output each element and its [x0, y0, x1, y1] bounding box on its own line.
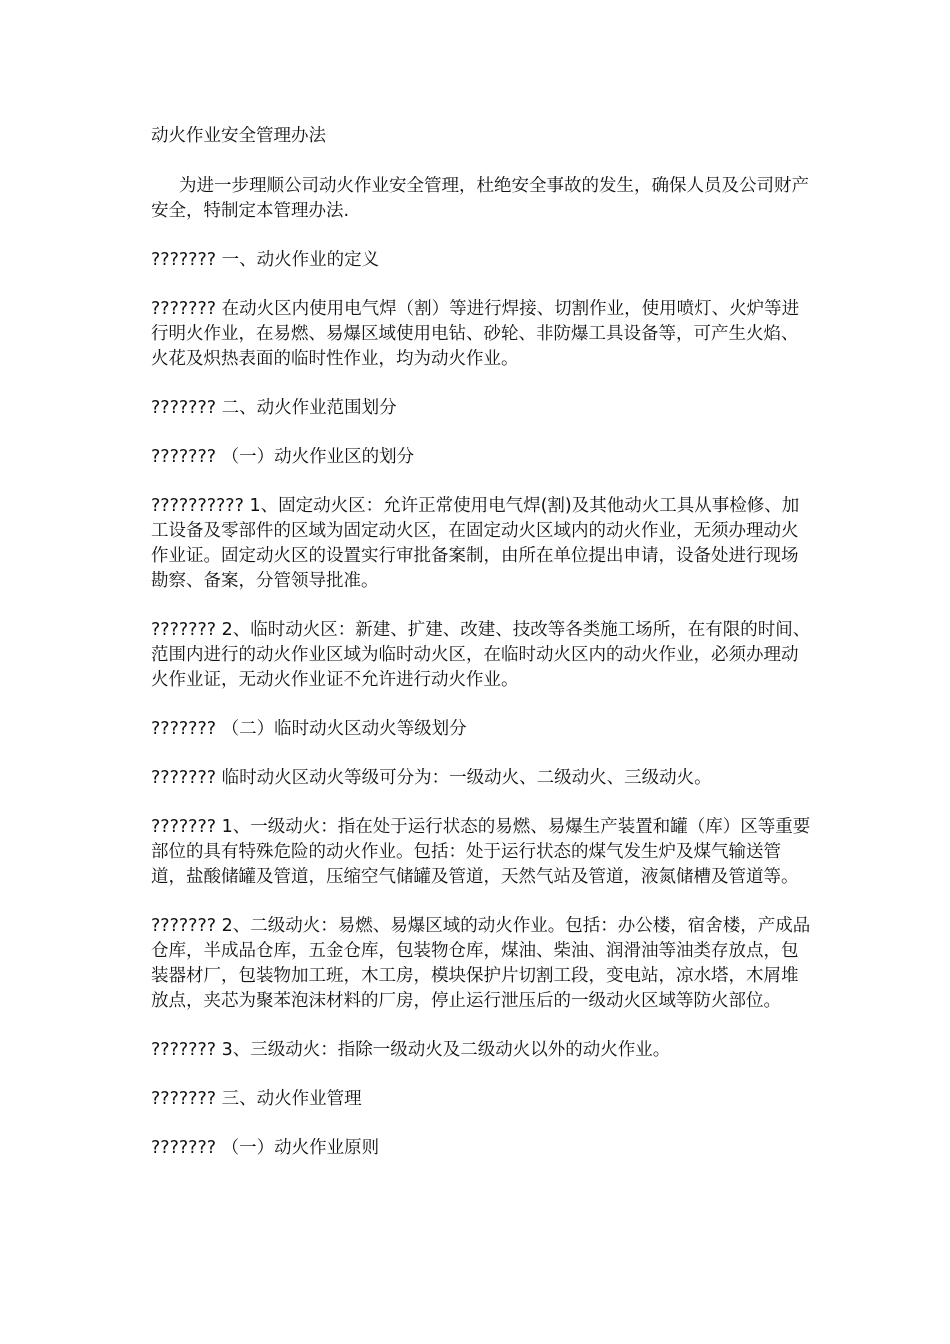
paragraph-definition: ??????? 在动火区内使用电气焊（割）等进行焊接、切割作业，使用喷灯、火炉等进行明火作业，在易燃、易爆区域使用电钻、砂轮、非防爆工具设备等，可产生火焰、火花及炽热表面的临时性作业，均为动火作业。	[151, 299, 800, 369]
paragraph-level-two: ??????? 2、二级动火：易燃、易爆区域的动火作业。包括：办公楼，宿舍楼，产成品仓库，半成品仓库，五金仓库，包装物仓库，煤油、柴油、润滑油等油类存放点，包装器材厂，包装物加工班，木工房，模块保护片切割工段，变电站，凉水塔，木屑堆放点，夹芯为聚苯泡沫材料的厂房，停止运行泄压后的一级动火区域等防火部位。	[151, 916, 811, 1011]
subheading-level-division: ??????? （二）临时动火区动火等级划分	[151, 719, 467, 739]
subheading-zone-division: ??????? （一）动火作业区的划分	[151, 447, 415, 467]
document-title: 动火作业安全管理办法	[151, 126, 326, 146]
section-heading-scope: ??????? 二、动火作业范围划分	[151, 398, 397, 418]
section-heading-definition: ??????? 一、动火作业的定义	[151, 250, 380, 270]
intro-paragraph: 为进一步理顺公司动火作业安全管理，杜绝安全事故的发生，确保人员及公司财产安全，特制定本管理办法.	[151, 176, 809, 221]
section-heading-management: ??????? 三、动火作业管理	[151, 1089, 362, 1109]
paragraph-level-three: ??????? 3、三级动火：指除一级动火及二级动火以外的动火作业。	[151, 1040, 671, 1060]
paragraph-fixed-zone: ?????????? 1、固定动火区：允许正常使用电气焊(割)及其他动火工具从事检修、加工设备及零部件的区域为固定动火区，在固定动火区域内的动火作业，无须办理动火作业证。固定动火区的设置实行审批备案制，由所在单位提出申请，设备处进行现场勘察、备案，分管领导批准。	[151, 496, 800, 591]
paragraph-temporary-zone: ??????? 2、临时动火区：新建、扩建、改建、技改等各类施工场所，在有限的时间、范围内进行的动火作业区域为临时动火区，在临时动火区内的动火作业，必须办理动火作业证，无动火作业证不允许进行动火作业。	[151, 620, 811, 690]
paragraph-level-overview: ??????? 临时动火区动火等级可分为：一级动火、二级动火、三级动火。	[151, 768, 712, 788]
paragraph-level-one: ??????? 1、一级动火：指在处于运行状态的易燃、易爆生产装置和罐（库）区等重要部位的具有特殊危险的动火作业。包括：处于运行状态的煤气发生炉及煤气输送管道，盐酸储罐及管道，压缩空气储罐及管道，天然气站及管道，液氮储槽及管道等。	[151, 817, 811, 887]
document-body	[151, 124, 811, 1185]
subheading-principles: ??????? （一）动火作业原则	[151, 1138, 380, 1158]
